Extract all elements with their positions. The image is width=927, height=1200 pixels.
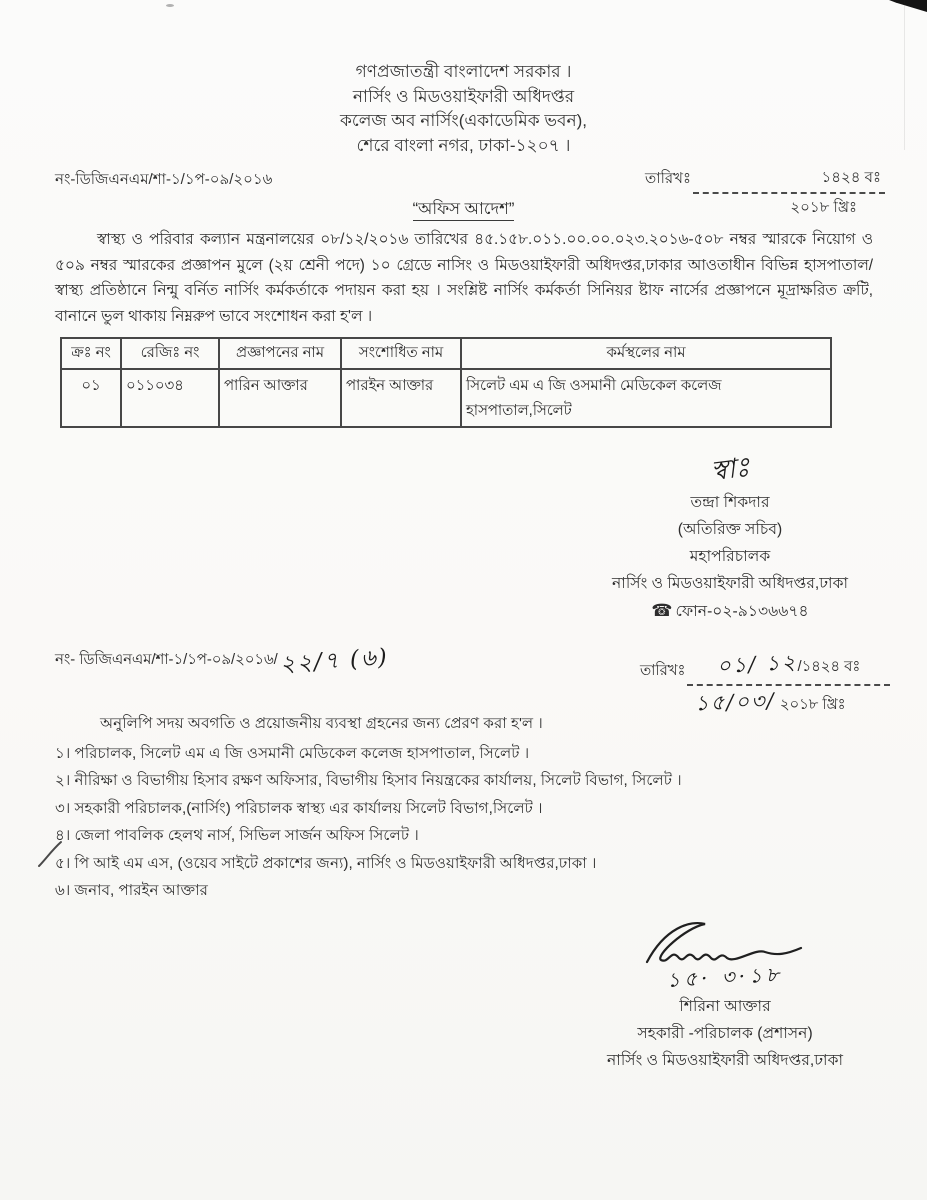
table-row xyxy=(61,369,831,427)
signatory-designation: মহাপরিচালক xyxy=(689,548,771,565)
col-workplace-name: কর্মস্থলের নাম xyxy=(461,338,831,369)
primary-signatory-block xyxy=(565,451,895,625)
bangla-year: ১৪২৪ বঃ xyxy=(821,169,881,186)
distribution-item-3: ৩। সহকারী পরিচালক,(নার্সিং) পরিচালক স্বাস্থ্য এর কার্যালয় সিলেট বিভাগ,সিলেট । xyxy=(55,799,543,817)
distribution-item-1: ১। পরিচালক, সিলেট এম এ জি ওসমানী মেডিকেল কলেজ হাসপাতাল, সিলেট । xyxy=(55,745,530,762)
correction-table xyxy=(60,337,832,428)
letterhead-government: গণপ্রজাতন্ত্রী বাংলাদেশ সরকার । xyxy=(355,62,572,81)
signature-mark: স্বাঃ xyxy=(708,451,752,488)
gregorian-date-handwritten: ১৫/০৩/ xyxy=(694,688,777,716)
distribution-item-6: ৬। জনাব, পারইন আক্তার xyxy=(55,882,208,900)
cell-corrected-name: পারইন আক্তার xyxy=(341,369,461,427)
phone-line xyxy=(565,597,895,625)
secondary-signatory-block xyxy=(560,918,890,1074)
col-serial-no: ক্রঃ নং xyxy=(61,338,121,369)
signatory2-office: নার্সিং ও মিডওয়াইফারী অধিদপ্তর,ঢাকা xyxy=(606,1052,844,1069)
dispatch-number-handwritten: ২২/৭ (৬) xyxy=(278,644,390,678)
scan-corner-artifact xyxy=(889,0,927,12)
signatory2-designation: সহকারী -পরিচালক (প্রশাসন) xyxy=(637,1025,813,1042)
letterhead-directorate: নার্সিং ও মিডওয়াইফারী অধিদপ্তর xyxy=(352,86,575,106)
letterhead-address: শেরে বাংলা নগর, ঢাকা-১২০৭ । xyxy=(356,135,571,155)
bangla-date-handwritten: ০১/ ১২ xyxy=(716,649,798,679)
order-body-paragraph: স্বাস্থ্য ও পরিবার কল্যান মন্ত্রনালয়ের ০৮/১২/২০১৬ তারিখের ৪৫.১৫৮.০১১.০০.০০.০২৩.২০১৬-৫০৮ নম্বর স্মারকে নিয়োগ ও ৫০৯ নম্বর স্মারকের প্রজ্ঞাপন মুলে (২য় শ্রেনী পদে) ১০ গ্রেডে নাসিং ও মিডওয়াইফারী অধিদপ্তর,ঢাকার আওতাধীন বিভিন্ন হাসপাতাল/স্বাস্থ্য প্রতিষ্ঠানে নিন্মু বর্নিত নার্সিং কর্মকর্তাকে পদায়ন করা হয় । সংশ্লিষ্ট নার্সিং কর্মকর্তা সিনিয়র ষ্টাফ নার্সের প্রজ্ঞাপনে মূদ্রাক্ষরিত ক্রটি, বানানে ভুল থাকায় নিম্নরুপ ভাবে সংশোধন করা হ'ল । xyxy=(55,231,873,325)
scan-smudge xyxy=(166,4,174,7)
letterhead-college: কলেজ অব নার্সিং(একাডেমিক ভবন), xyxy=(339,111,588,130)
date-label-bottom: তারিখঃ xyxy=(640,663,686,679)
cell-registration-no: ০১১০৩৪ xyxy=(121,369,219,427)
col-corrected-name: সংশোধিত নাম xyxy=(341,338,461,369)
signatory-office: নার্সিং ও মিডওয়াইফারী অধিদপ্তর,ঢাকা xyxy=(611,575,849,592)
col-registration-no: রেজিঃ নং xyxy=(121,338,219,369)
memo-number-bottom: নং- ডিজিএনএম/শা-১/১প-০৯/২০১৬/২২/৭ (৬) xyxy=(55,644,390,678)
date-block-bottom xyxy=(640,648,890,721)
cell-gazette-name: পারিন আক্তার xyxy=(219,369,341,427)
cell-serial-no: ০১ xyxy=(61,369,121,427)
col-gazette-name: প্রজ্ঞাপনের নাম xyxy=(219,338,341,369)
memo-number-top: নং-ডিজিএনএম/শা-১/১প-০৯/২০১৬ xyxy=(55,171,273,188)
bangla-year-bottom: /১৪২৪ বঃ xyxy=(797,659,861,675)
tick-mark-icon xyxy=(36,840,64,870)
table-header-row xyxy=(61,338,831,369)
cell-workplace-name: সিলেট এম এ জি ওসমানী মেডিকেল কলেজ হাসপাতাল,সিলেট xyxy=(461,369,831,427)
gregorian-year: ২০১৮ খ্রিঃ xyxy=(790,199,857,216)
date-dash-line xyxy=(693,166,885,194)
signature-date-handwritten: ১৫· ৩·১৮ xyxy=(666,961,784,993)
signatory-name: তন্দ্রা শিকদার xyxy=(690,494,770,511)
signatory2-name: শিরিনা আক্তার xyxy=(679,998,771,1015)
document-title: “অফিস আদেশ” xyxy=(0,196,927,223)
signature-scribble-icon xyxy=(635,918,815,968)
distribution-item-5: ৫। পি আই এম এস, (ওয়েব সাইটে প্রকাশের জন্য), নার্সিং ও মিডওয়াইফারী অধিদপ্তর,ঢাকা । xyxy=(55,854,597,872)
letterhead xyxy=(0,60,927,158)
phone-number: ফোন-০২-৯১৩৬৬৭৪ xyxy=(675,603,809,620)
signatory-rank: (অতিরিক্ত সচিব) xyxy=(677,521,783,538)
distribution-item-2: ২। নীরিক্ষা ও বিভাগীয় হিসাব রক্ষণ অফিসার, বিভাগীয় হিসাব নিয়ন্ত্রকের কার্যালয়, সিলেট বিভাগ, সিলেট । xyxy=(55,772,682,790)
distribution-item-4: ৪। জেলা পাবলিক হেলথ নার্স, সিভিল সার্জন অফিস সিলেট । xyxy=(55,827,419,845)
date-dash-line-bottom xyxy=(687,648,890,686)
gregorian-year-bottom: ২০১৮ খ্রিঃ xyxy=(779,697,846,713)
distribution-note: অনুলিপি সদয় অবগতি ও প্রয়োজনীয় ব্যবস্থা গ্রহনের জন্য প্রেরণ করা হ'ল । xyxy=(100,715,543,732)
distribution-list xyxy=(55,740,875,904)
date-label: তারিখঃ xyxy=(645,170,691,187)
phone-icon: ☎ xyxy=(651,601,673,620)
